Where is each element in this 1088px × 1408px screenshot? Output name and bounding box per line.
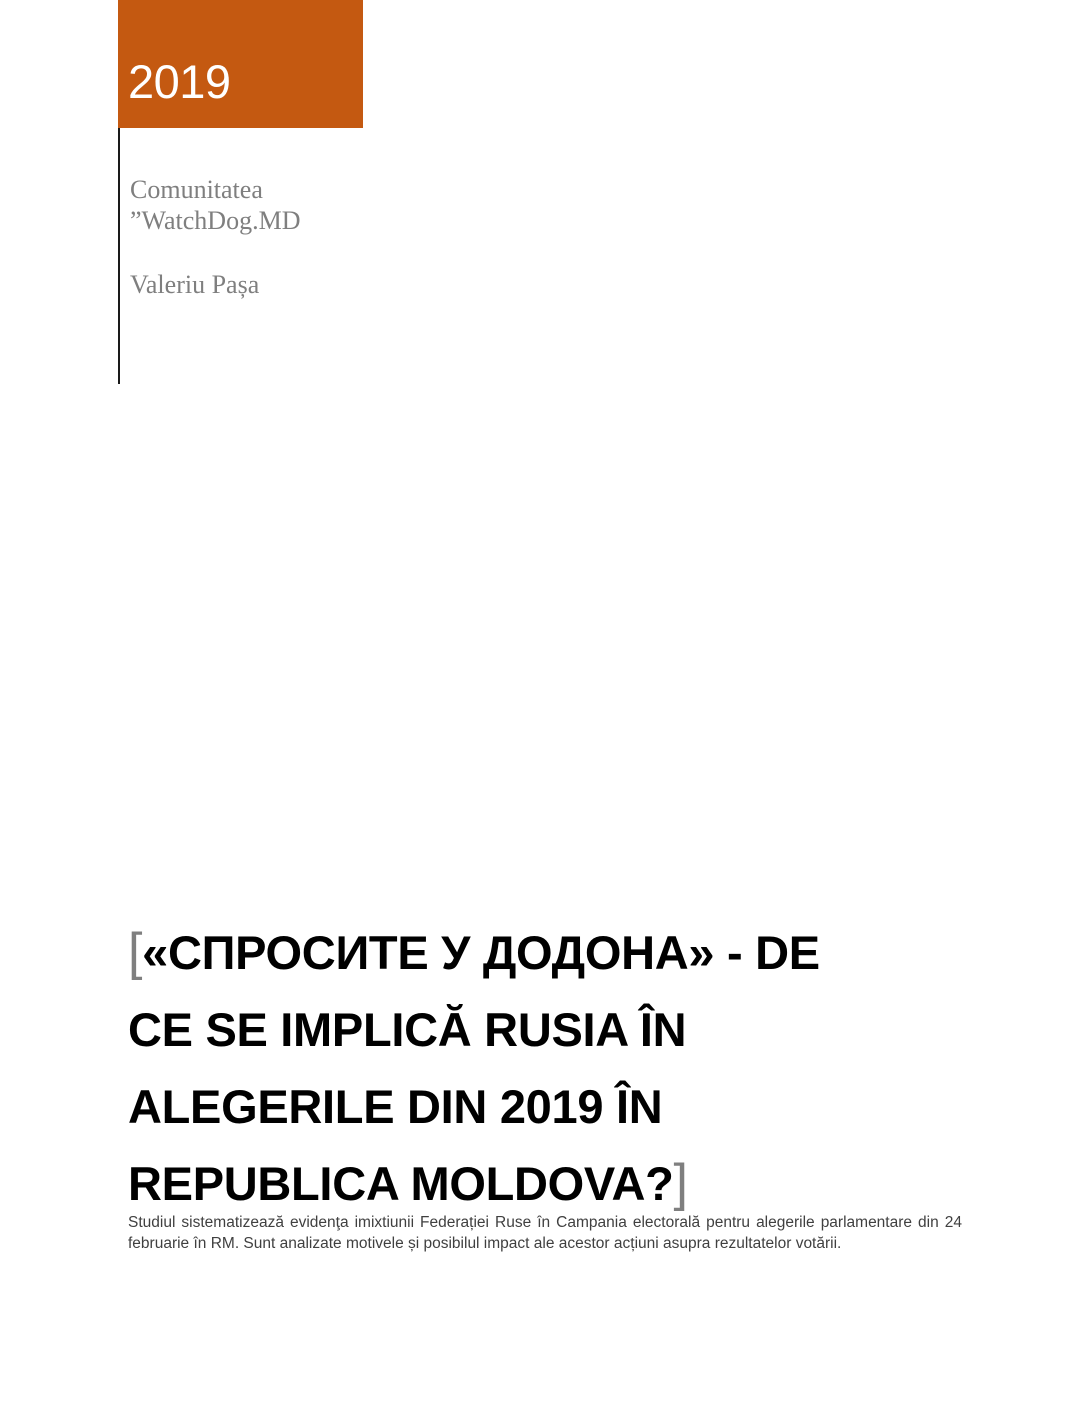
- title-line-1: [128, 914, 978, 991]
- cover-meta: [130, 174, 300, 300]
- document-title: [128, 914, 978, 1222]
- year-label: 2019: [128, 55, 231, 108]
- title-line-4-text: REPUBLICA MOLDOVA?: [128, 1157, 674, 1210]
- title-line-2: CE SE IMPLICĂ RUSIA ÎN: [128, 1003, 687, 1056]
- title-open-bracket: [: [128, 923, 143, 981]
- title-close-bracket: ]: [673, 1154, 688, 1212]
- title-line-4: [128, 1145, 978, 1222]
- author-name: Valeriu Pașa: [130, 270, 260, 299]
- organization-line-1: Comunitatea: [130, 175, 263, 204]
- title-line-3: ALEGERILE DIN 2019 ÎN: [128, 1080, 663, 1133]
- year-banner: [118, 0, 363, 128]
- title-line-1-text: «СПРОСИТЕ У ДОДОНА» - DE: [142, 926, 820, 979]
- abstract-text: Studiul sistematizează evidenţa imixtiunii Federației Ruse în Campania electorală pentru alegerile parlamentare din 24 februarie în RM. Sunt analizate motivele și posibilul impact ale acestor acțiuni asupra rezultatelor votării.: [128, 1214, 962, 1252]
- organization-line-2: ”WatchDog.MD: [130, 206, 301, 235]
